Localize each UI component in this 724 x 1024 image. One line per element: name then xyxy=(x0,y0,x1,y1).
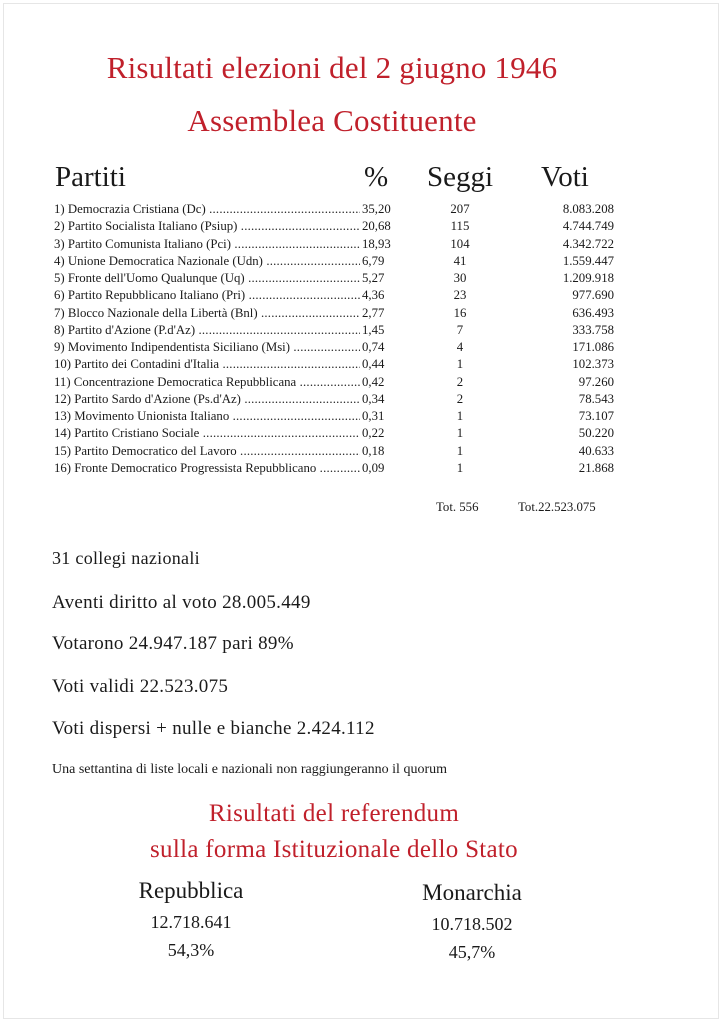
table-row xyxy=(0,425,724,442)
party-name: 9) Movimento Indipendentista Siciliano (Msi) ..... xyxy=(54,339,360,356)
party-percent: 1,45 xyxy=(362,322,385,337)
party-votes: 333.758 xyxy=(572,322,614,337)
party-name: 5) Fronte dell'Uomo Qualunque (Uq) ..... xyxy=(54,270,360,287)
party-name: 7) Blocco Nazionale della Libertà (Bnl) ..... xyxy=(54,305,360,322)
monarchy-votes: 10.718.502 xyxy=(431,914,513,934)
party-seats: 23 xyxy=(453,288,467,303)
party-name: 11) Concentrazione Democratica Repubblicana ..... xyxy=(54,374,360,391)
party-name: 14) Partito Cristiano Sociale ..... xyxy=(54,425,360,442)
table-row xyxy=(0,201,724,218)
monarchy-percent: 45,7% xyxy=(448,942,496,962)
party-votes: 8.083.208 xyxy=(562,202,614,216)
party-seats: 4 xyxy=(456,340,464,354)
stat-aventi-diritto: Aventi diritto al voto 28.005.449 xyxy=(52,592,311,613)
total-seats: Tot. 556 xyxy=(436,500,479,514)
party-percent: 0,22 xyxy=(362,426,385,441)
party-seats: 2 xyxy=(456,391,464,406)
page-subtitle: Assemblea Costituente xyxy=(187,103,477,138)
party-seats: 104 xyxy=(450,236,470,251)
party-percent: 0,42 xyxy=(362,374,385,389)
referendum-subtitle: sulla forma Istituzionale dello Stato xyxy=(150,836,518,863)
party-votes: 21.868 xyxy=(578,460,614,475)
table-row xyxy=(0,339,724,356)
party-name: 1) Democrazia Cristiana (Dc) ..... xyxy=(54,201,360,218)
party-seats: 2 xyxy=(456,374,464,389)
page-border xyxy=(3,3,719,1019)
party-percent: 0,44 xyxy=(362,357,385,372)
republic-label: Repubblica xyxy=(138,878,244,903)
party-percent: 0,18 xyxy=(362,443,385,458)
monarchy-result xyxy=(362,878,582,964)
party-seats: 16 xyxy=(453,305,467,320)
party-seats: 30 xyxy=(453,271,467,285)
table-row xyxy=(0,408,724,425)
party-seats: 1 xyxy=(456,460,464,475)
party-votes: 102.373 xyxy=(572,357,614,372)
column-header-partiti: Partiti xyxy=(55,161,126,193)
party-seats: 41 xyxy=(453,253,467,268)
party-seats: 7 xyxy=(456,322,464,337)
party-name: 12) Partito Sardo d'Azione (Ps.d'Az) ..... xyxy=(54,391,360,408)
republic-votes: 12.718.641 xyxy=(150,912,232,932)
party-votes: 73.107 xyxy=(578,409,614,423)
party-votes: 97.260 xyxy=(578,374,614,389)
party-percent: 0,31 xyxy=(362,409,385,423)
stat-voti-validi: Voti validi 22.523.075 xyxy=(52,676,229,697)
table-row xyxy=(0,322,724,339)
party-name: 6) Partito Repubblicano Italiano (Pri) ..... xyxy=(54,287,360,304)
party-seats: 115 xyxy=(450,219,470,234)
table-row xyxy=(0,443,724,460)
column-header-voti: Voti xyxy=(541,161,589,193)
party-votes: 40.633 xyxy=(578,443,614,458)
total-votes: Tot.22.523.075 xyxy=(518,500,596,514)
monarchy-label: Monarchia xyxy=(422,880,522,905)
party-votes: 4.744.749 xyxy=(562,219,614,234)
party-name: 16) Fronte Democratico Progressista Repubblicano ..... xyxy=(54,460,360,477)
party-votes: 1.559.447 xyxy=(562,253,614,268)
party-name: 3) Partito Comunista Italiano (Pci) ..... xyxy=(54,236,360,253)
table-row xyxy=(0,305,724,322)
republic-result xyxy=(81,876,301,962)
page-title: Risultati elezioni del 2 giugno 1946 xyxy=(106,50,558,85)
party-percent: 5,27 xyxy=(362,271,385,285)
table-row xyxy=(0,287,724,304)
party-seats: 207 xyxy=(450,202,470,216)
table-row xyxy=(0,356,724,373)
party-name: 2) Partito Socialista Italiano (Psiup) ..... xyxy=(54,218,360,235)
results-table xyxy=(0,201,724,477)
party-seats: 1 xyxy=(456,443,464,458)
table-row xyxy=(0,270,724,287)
party-name: 4) Unione Democratica Nazionale (Udn) ..... xyxy=(54,253,360,270)
party-percent: 6,79 xyxy=(362,253,385,268)
party-percent: 35,20 xyxy=(362,202,391,216)
referendum-title: Risultati del referendum xyxy=(208,800,460,827)
party-percent: 20,68 xyxy=(362,219,391,234)
party-percent: 4,36 xyxy=(362,288,385,303)
table-row xyxy=(0,391,724,408)
table-row xyxy=(0,460,724,477)
table-row xyxy=(0,374,724,391)
quorum-note: Una settantina di liste locali e nazionali non raggiungeranno il quorum xyxy=(52,762,448,777)
party-seats: 1 xyxy=(456,409,464,423)
stat-votarono: Votarono 24.947.187 pari 89% xyxy=(52,633,294,654)
column-header-seggi: Seggi xyxy=(427,161,494,193)
party-percent: 0,34 xyxy=(362,391,385,406)
party-percent: 2,77 xyxy=(362,305,385,320)
party-seats: 1 xyxy=(456,357,464,372)
party-votes: 977.690 xyxy=(572,288,614,303)
party-percent: 0,74 xyxy=(362,340,385,354)
party-seats: 1 xyxy=(456,426,464,441)
table-row xyxy=(0,236,724,253)
party-name: 15) Partito Democratico del Lavoro ..... xyxy=(54,443,360,460)
stat-collegi: 31 collegi nazionali xyxy=(52,548,200,568)
party-percent: 0,09 xyxy=(362,460,385,475)
party-percent: 18,93 xyxy=(362,236,391,251)
column-header-percent: % xyxy=(364,161,389,193)
party-votes: 4.342.722 xyxy=(562,236,614,251)
party-votes: 636.493 xyxy=(572,305,614,320)
party-votes: 1.209.918 xyxy=(562,271,614,285)
stat-voti-dispersi: Voti dispersi + nulle e bianche 2.424.112 xyxy=(52,718,375,739)
party-votes: 171.086 xyxy=(572,340,614,354)
republic-percent: 54,3% xyxy=(167,940,215,960)
table-row xyxy=(0,218,724,235)
table-row xyxy=(0,253,724,270)
party-name: 10) Partito dei Contadini d'Italia ..... xyxy=(54,356,360,373)
party-name: 13) Movimento Unionista Italiano ..... xyxy=(54,408,360,425)
party-votes: 78.543 xyxy=(578,391,614,406)
party-votes: 50.220 xyxy=(578,426,614,441)
party-name: 8) Partito d'Azione (P.d'Az) ..... xyxy=(54,322,360,339)
